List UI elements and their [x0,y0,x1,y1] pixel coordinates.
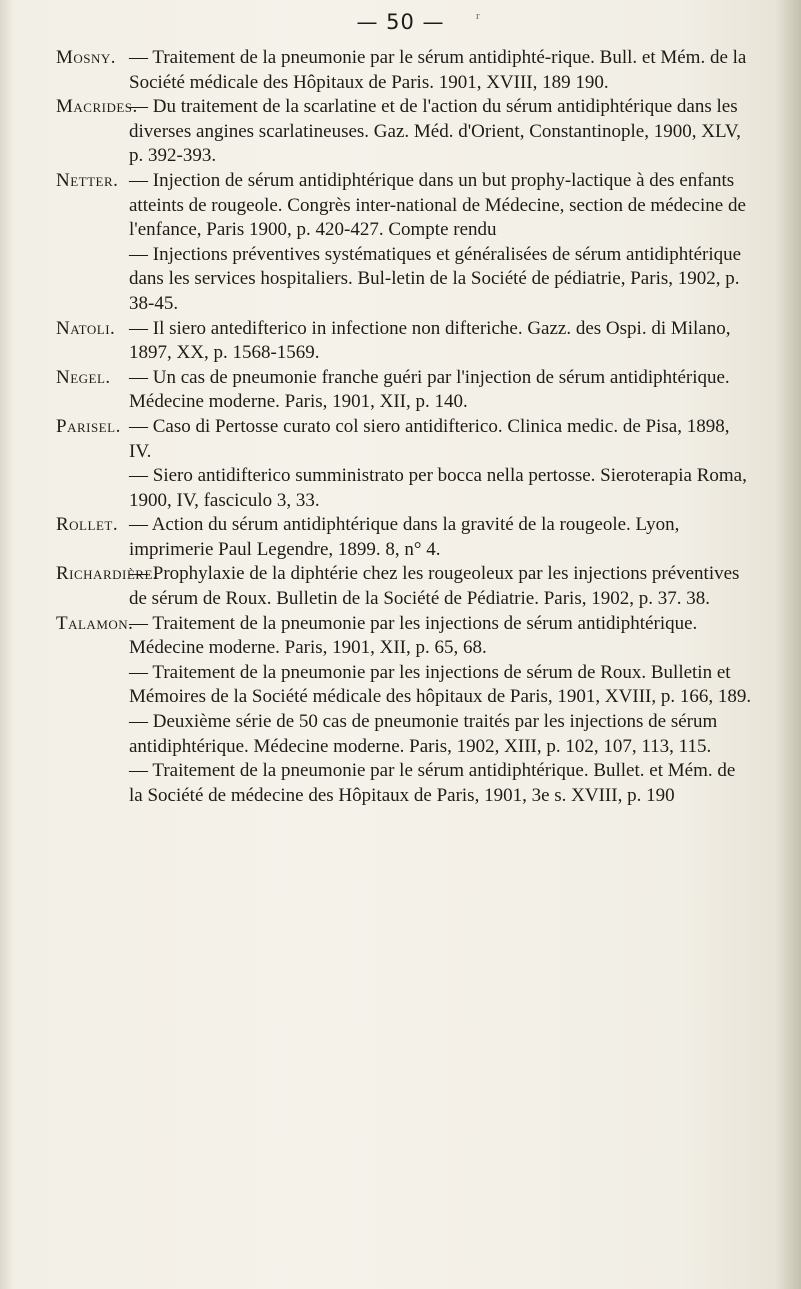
bibliography-entry [56,710,752,759]
entry-author: Negel. [56,366,111,388]
bibliography-entry [56,513,752,562]
entry-text: — Injection de sérum antidiphtérique dans un but prophy-lactique à des enfants atteints de rougeole. Congrès inter-national de Médecine, section de médecine de l'enfance, Paris 1900, p. 420-427. Compte rendu [129,169,746,241]
entry-text: — Un cas de pneumonie franche guéri par l'injection de sérum antidiphtérique. Médecine moderne. Paris, 1901, XII, p. 140. [129,366,730,413]
binding-shadow [0,0,14,1289]
entry-author: Parisel. [56,415,121,437]
bibliography-list [56,46,752,808]
entry-text: — Prophylaxie de la diphtérie chez les rougeoleux par les injections préventives de sérum de Roux. Bulletin de la Société de Pédiatrie. Paris, 1902, p. 37. 38. [129,563,740,610]
entry-author: Richardière. [56,563,159,585]
bibliography-entry [56,95,752,169]
bibliography-entry [56,169,752,243]
bibliography-entry [56,562,752,611]
bibliography-entry [56,46,752,95]
entry-text: — Il siero antedifterico in infectione non difteriche. Gazz. des Ospi. di Milano, 1897, XX, p. 1568-1569. [129,317,731,364]
entry-text: — Injections préventives systématiques et généralisées de sérum antidiphtérique dans les services hospitaliers. Bul-letin de la Société de pédiatrie, Paris, 1902, p. 38-45. [129,243,742,314]
entry-author: Mosny. [56,47,117,68]
entry-text: — Siero antidifterico sumministrato per bocca nella pertosse. Sieroterapia Roma, 1900, IV, fasciculo 3, 33. [129,465,747,511]
bibliography-entry [56,612,752,661]
entry-text: — Traitement de la pneumonie par le sérum antidiphté-rique. Bull. et Mém. de la Société médicale des Hôpitaux de Paris. 1901, XVIII, 189 190. [129,47,747,93]
stray-mark: r [476,10,480,22]
entry-text: — Du traitement de la scarlatine et de l'action du sérum antidiphtérique dans les diverses angines scarlatineuses. Gaz. Méd. d'Orient, Constantinople, 1900, XLV, p. 392-393. [129,96,741,167]
entry-text: — Action du sérum antidiphtérique dans la gravité de la rougeole. Lyon, imprimerie Paul Legendre, 1899. 8, n° 4. [129,514,680,560]
page-number: — 50 — [356,10,445,34]
entry-text: — Traitement de la pneumonie par les injections de sérum de Roux. Bulletin et Mémoires de la Société médicale des hôpitaux de Paris, 1901, XVIII, p. 166, 189. [129,661,752,708]
bibliography-entry [56,415,752,464]
entry-author: Netter. [56,169,119,191]
bibliography-entry [56,366,752,415]
entry-author: Talamon. [56,612,134,634]
page-edge [775,0,801,1289]
bibliography-entry [56,464,752,513]
bibliography-entry [56,317,752,366]
entry-author: Macrides. [56,96,138,118]
entry-author: Rollet. [56,514,119,536]
entry-text: — Deuxième série de 50 cas de pneumonie traités par les injections de sérum antidiphtérique. Médecine moderne. Paris, 1902, XIII, p. 102, 107, 113, 115. [129,711,718,757]
entry-author: Natoli. [56,317,116,339]
bibliography-entry [56,759,752,808]
entry-text: — Traitement de la pneumonie par le sérum antidiphtérique. Bullet. et Mém. de la Société de médecine des Hôpitaux de Paris, 1901, 3e s. XVIII, p. 190 [129,760,736,806]
entry-text: — Caso di Pertosse curato col siero antidifterico. Clinica medic. de Pisa, 1898, IV. [129,415,730,462]
bibliography-entry [56,661,752,710]
entry-text: — Traitement de la pneumonie par les injections de sérum antidiphtérique. Médecine moderne. Paris, 1901, XII, p. 65, 68. [129,612,698,659]
bibliography-entry [56,243,752,317]
